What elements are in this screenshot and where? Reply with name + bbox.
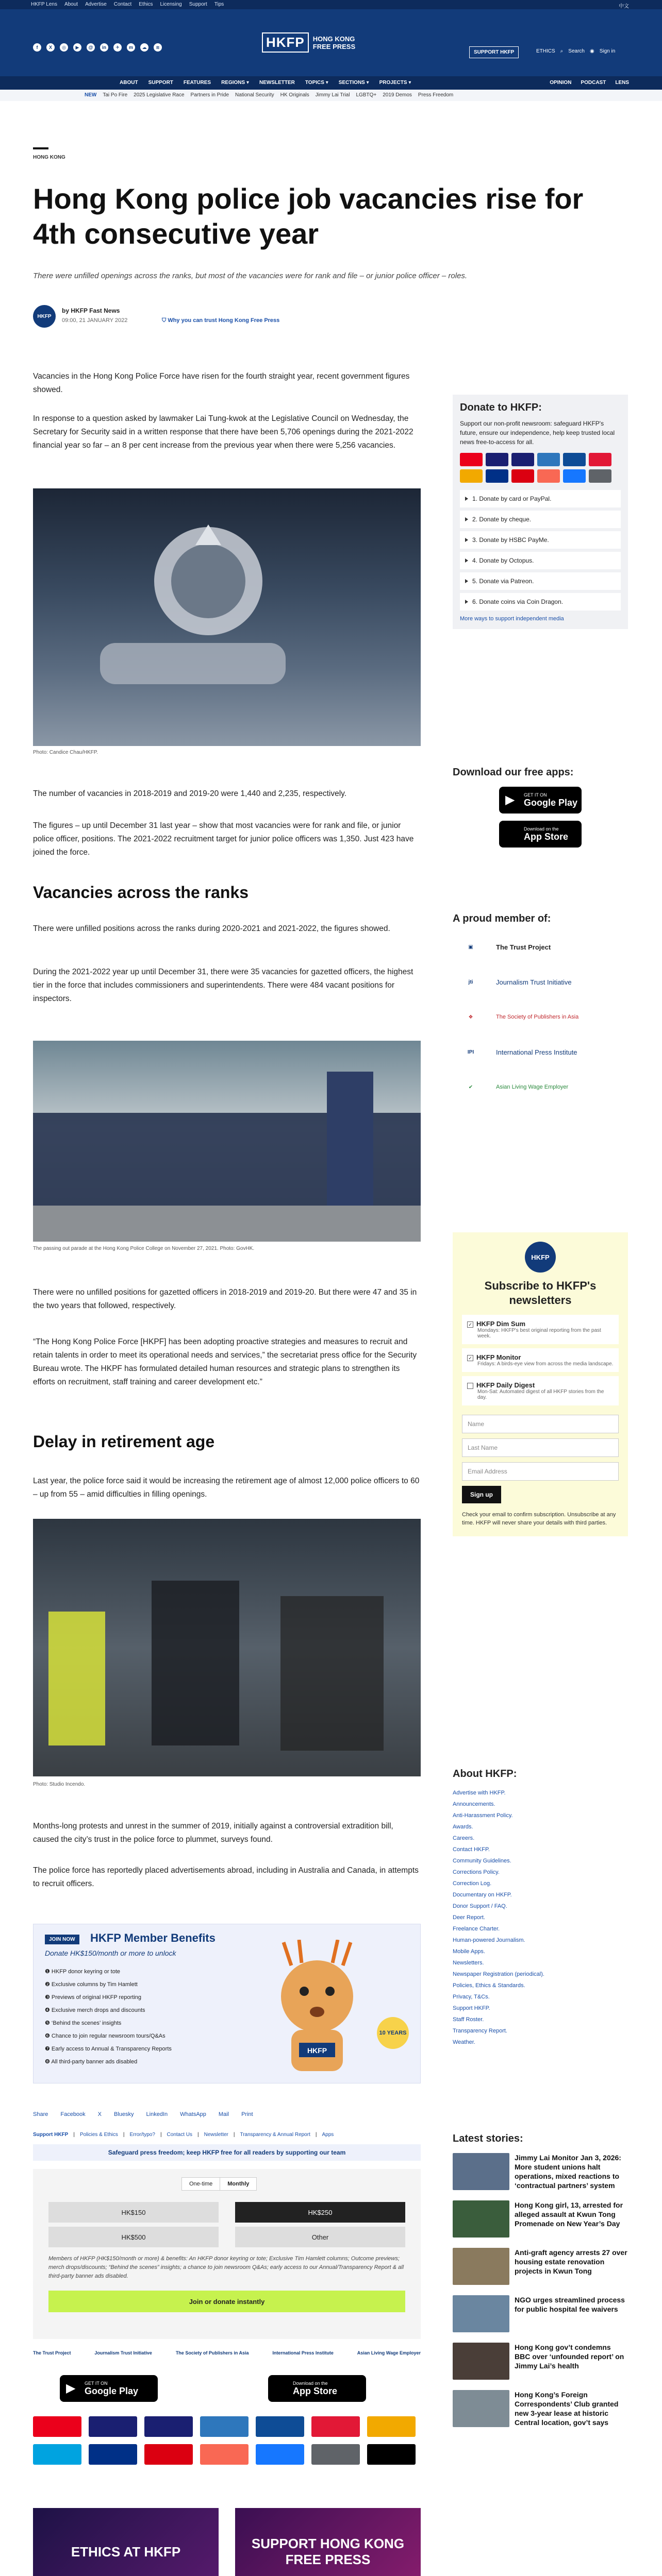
promo-item: ❽ All third-party banner ads disabled	[45, 2059, 138, 2065]
newsletter-logo: HKFP	[525, 1242, 556, 1273]
ipi-icon: IPI	[467, 1049, 474, 1055]
paragraph: Last year, the police force said it would be increasing the retirement age of almost 12,000 police officers to 60 – up from 55 – amid difficulties in filling openings.	[33, 1477, 420, 1499]
first-name-input[interactable]: Name	[462, 1415, 619, 1433]
article-title: Hong Kong police job vacancies rise for 4th consecutive year	[33, 182, 584, 250]
sign-up-button[interactable]: Sign up	[462, 1486, 501, 1503]
footer-link[interactable]: Error/typo?	[129, 2132, 155, 2138]
top-link[interactable]: Advertise	[85, 2, 107, 7]
trust-project-logo[interactable]: The Trust Project	[33, 2350, 71, 2355]
author-name[interactable]: by HKFP Fast News	[62, 307, 120, 314]
tab-monthly[interactable]: Monthly	[220, 2178, 256, 2190]
shield-icon: ⛉	[162, 317, 168, 324]
amount-250[interactable]: HK$250	[235, 2202, 405, 2223]
donate-title: Donate to HKFP:	[460, 402, 542, 413]
number-icon: ❷	[45, 1981, 52, 1988]
sign-in-link[interactable]: Sign in	[599, 48, 616, 54]
payme-icon	[511, 469, 534, 483]
about-link[interactable]: Privacy, T&Cs.	[453, 1994, 490, 2000]
promo-item: ❺ ‘Behind the scenes’ insights	[45, 2020, 122, 2026]
about-link[interactable]: Weather.	[453, 2039, 475, 2045]
ethics-link[interactable]: ETHICS	[536, 48, 555, 54]
payme-icon	[144, 2444, 193, 2465]
about-link[interactable]: Careers.	[453, 1835, 475, 1841]
mastercard-icon	[460, 453, 483, 466]
trending-link[interactable]: Jimmy Lai Trial	[315, 92, 350, 98]
search-icon[interactable]: ⌕	[560, 48, 564, 54]
latest-title: Latest stories:	[453, 2133, 523, 2144]
apple-pay-icon	[367, 2444, 416, 2465]
donate-option[interactable]: 3. Donate by HSBC PayMe.	[460, 531, 621, 549]
deer-mascot-image	[255, 1940, 389, 2079]
member-item[interactable]: ▣ The Trust Project	[453, 934, 628, 960]
nav-item[interactable]: SUPPORT	[148, 80, 173, 86]
number-icon: ❻	[45, 2033, 52, 2039]
patreon-icon	[200, 2444, 249, 2465]
trending-link[interactable]: Partners in Pride	[190, 92, 229, 98]
top-link[interactable]: HKFP Lens	[31, 2, 57, 7]
number-icon: ❺	[45, 2020, 52, 2026]
visa-icon	[486, 453, 508, 466]
jcb-icon	[256, 2416, 304, 2437]
paragraph: There were unfilled positions across the ranks during 2020-2021 and 2021-2022, the figures showed.	[33, 924, 390, 933]
nav-item[interactable]: PROJECTS ▾	[379, 80, 411, 86]
share-bluesky[interactable]: Bluesky	[114, 2111, 134, 2117]
nav-opinion[interactable]: OPINION	[550, 80, 572, 86]
visa-electron-icon	[144, 2416, 193, 2437]
donate-option[interactable]: 6. Donate coins via Coin Dragon.	[460, 593, 621, 611]
logo-box: HKFP	[262, 32, 309, 53]
patreon-icon	[537, 469, 560, 483]
donate-option[interactable]: 5. Donate via Patreon.	[460, 572, 621, 590]
mascot-logo-text: HKFP	[307, 2046, 327, 2055]
trending-link[interactable]: Press Freedom	[418, 92, 454, 98]
newsletter-option[interactable]: ✓ HKFP Monitor Fridays: A birds-eye view from across the media landscape.	[462, 1348, 619, 1372]
footer-link[interactable]: Support HKFP	[33, 2132, 69, 2138]
number-icon: ❶	[45, 1969, 52, 1975]
about-link[interactable]: Deer Report.	[453, 1914, 485, 1921]
footer-link[interactable]: Policies & Ethics	[79, 2132, 118, 2138]
top-link[interactable]: About	[64, 2, 78, 7]
member-item[interactable]: jti Journalism Trust Initiative	[453, 969, 628, 995]
promo-item: ❻ Chance to join regular newsroom tours/Q&As	[45, 2033, 166, 2039]
donate-text: Support our non-profit newsroom: safeguard HKFP's future, ensure our independence, help keep trusted local news free-to-access for all.	[460, 420, 615, 446]
unionpay-icon	[589, 453, 611, 466]
amex-icon	[200, 2416, 249, 2437]
member-item[interactable]: ❖ The Society of Publishers in Asia	[453, 1004, 628, 1030]
google-pay-icon	[311, 2444, 360, 2465]
latest-story[interactable]: Hong Kong girl, 13, arrested for alleged assault at Kwun Tong Promenade on New Year’s Day	[453, 2200, 628, 2238]
new-badge: NEW	[85, 92, 97, 98]
about-link[interactable]: Human-powered Journalism.	[453, 1937, 525, 1943]
facebook-icon[interactable]: f	[33, 43, 41, 52]
sidebar-google-play-button[interactable]: ▶ GET IT ON Google Play	[499, 787, 582, 814]
about-link[interactable]: Newspaper Registration (periodical).	[453, 1971, 544, 1977]
email-input[interactable]: Email Address	[462, 1462, 619, 1481]
author-avatar[interactable]: HKFP	[33, 305, 56, 328]
newsletter-option[interactable]: ✓ HKFP Dim Sum Mondays: HKFP's best original reporting from the past week.	[462, 1315, 619, 1344]
user-icon[interactable]: ◉	[589, 48, 594, 54]
about-link[interactable]: Support HKFP.	[453, 2005, 490, 2011]
story-thumbnail	[453, 2153, 509, 2190]
trust-link[interactable]: ⛉ Why you can trust Hong Kong Free Press	[162, 317, 280, 324]
about-link[interactable]: Community Guidelines.	[453, 1858, 511, 1864]
share-facebook[interactable]: Facebook	[60, 2111, 86, 2117]
police-badge-photo	[33, 488, 421, 746]
top-link[interactable]: Ethics	[139, 2, 153, 7]
paypal-icon	[486, 469, 508, 483]
top-link[interactable]: Support	[189, 2, 207, 7]
checkbox-icon	[467, 1383, 473, 1389]
number-icon: ❸	[45, 1994, 52, 2001]
paragraph: “The Hong Kong Police Force [HKPF] has been adopting proactive strategies and measures to recruit and retain talents in order to meet its operational needs and services,” the secretariat press office for the Security Bureau wrote. The HKPF has formulated detailed human resources and strategic plans to strengthen its efforts on recruitment, staff training and career development etc.”	[33, 1337, 417, 1386]
share-x[interactable]: X	[97, 2111, 102, 2117]
about-list	[453, 1787, 628, 2048]
sidebar-payments	[460, 453, 621, 483]
more-ways-link[interactable]: More ways to support independent media	[460, 616, 564, 622]
number-icon: ❽	[45, 2059, 52, 2065]
about-link[interactable]: Contact HKFP.	[453, 1846, 490, 1853]
about-link[interactable]: Documentary on HKFP.	[453, 1892, 512, 1898]
triangle-icon	[465, 558, 468, 563]
subscribe-note: Check your email to confirm subscription. Unsubscribe at any time. HKFP will never share your details with third parties.	[462, 1512, 616, 1526]
parade-image	[33, 1041, 421, 1242]
about-link[interactable]: Policies, Ethics & Standards.	[453, 1982, 525, 1989]
trust-project-icon: ▣	[468, 944, 473, 950]
newsletter-panel	[453, 1232, 628, 1536]
checkbox-icon: ✓	[467, 1321, 473, 1328]
paypal-icon	[89, 2444, 137, 2465]
triangle-icon	[465, 517, 468, 521]
promo-item: ❶ HKFP donor keyring or tote	[45, 1969, 121, 1975]
about-title: About HKFP:	[453, 1768, 517, 1780]
trending-link[interactable]: National Security	[235, 92, 274, 98]
paragraph: The number of vacancies in 2018-2019 and 2019-20 were 1,440 and 2,235, respectively.	[33, 789, 347, 798]
latest-story[interactable]: Jimmy Lai Monitor Jan 3, 2026: More student unions halt operations, mixed reactions to ‘contractual partners’ system	[453, 2153, 628, 2190]
about-link[interactable]: Corrections Policy.	[453, 1869, 500, 1875]
instagram-icon[interactable]: ◎	[60, 43, 68, 52]
publish-date: 09:00, 21 JANUARY 2022	[62, 317, 128, 324]
promo-donate: Donate HK$150/month or more to unlock	[45, 1949, 176, 1957]
sidebar-app-store-button[interactable]: Download on the App Store	[499, 821, 582, 848]
paragraph: During the 2021-2022 year up until December 31, there were 35 vacancies for gazetted officers, the highest tier in the force that includes commissioners and superintendents. There were 484 vacant positions for inspectors.	[33, 968, 413, 1003]
support-banner[interactable]: SUPPORT HONG KONG FREE PRESS	[235, 2508, 421, 2576]
parade-photo	[33, 1041, 421, 1242]
living-wage-logo[interactable]: Asian Living Wage Employer	[357, 2350, 421, 2355]
trending-link[interactable]: HK Originals	[280, 92, 309, 98]
checkbox-icon: ✓	[467, 1355, 473, 1361]
latest-panel	[453, 2133, 628, 2437]
x-icon[interactable]: X	[46, 43, 55, 52]
share-print[interactable]: Print	[241, 2111, 253, 2117]
member-panel	[453, 913, 628, 1109]
footer-link[interactable]: Newsletter	[204, 2132, 228, 2138]
app-store-button[interactable]: Download on the App Store	[268, 2375, 366, 2402]
paragraph: There were no unfilled positions for gazetted officers in 2018-2019 and 2019-20. But there were 47 and 35 in the two years that followed, respectively.	[33, 1288, 417, 1310]
about-link[interactable]: Announcements.	[453, 1801, 495, 1807]
promo-item: ❸ Previews of original HKFP reporting	[45, 1994, 141, 2001]
number-icon: ❼	[45, 2046, 52, 2052]
donate-option[interactable]: 2. Donate by cheque.	[460, 511, 621, 528]
donate-box	[33, 2169, 421, 2339]
donate-option[interactable]: 1. Donate by card or PayPal.	[460, 490, 621, 507]
google-play-button[interactable]: ▶ GET IT ON Google Play	[60, 2375, 158, 2402]
search-link[interactable]: Search	[568, 48, 585, 54]
ipi-logo[interactable]: International Press Institute	[272, 2350, 334, 2355]
join-donate-button[interactable]: Join or donate instantly	[48, 2291, 405, 2312]
donate-note: Members of HKFP (HK$150/month or more) & benefits: An HKFP donor keyring or tote; Exclusive Tim Hamlett columns; Outcome previews; merch drops/discounts; “Behind the scenes” insights; a chance to join newsroom Q&As; early access to our Annual/Transparency Report & all third-party banner ads disabled.	[48, 2256, 404, 2279]
amount-500[interactable]: HK$500	[48, 2227, 219, 2247]
last-name-input[interactable]: Last Name	[462, 1438, 619, 1457]
member-item[interactable]: IPI International Press Institute	[453, 1039, 628, 1065]
payment-methods	[33, 2416, 421, 2465]
amount-other[interactable]: Other	[235, 2227, 405, 2247]
photo-caption: Photo: Studio Incendo.	[33, 1782, 86, 1787]
share-label: Share	[33, 2111, 48, 2117]
number-icon: ❹	[45, 2007, 52, 2013]
safeguard-banner[interactable]: Safeguard press freedom; keep HKFP free for all readers by supporting our team	[33, 2144, 421, 2161]
mastercard-icon	[33, 2416, 81, 2437]
member-title: A proud member of:	[453, 913, 551, 924]
trending-link[interactable]: 2019 Demos	[383, 92, 412, 98]
about-link[interactable]: Advertise with HKFP.	[453, 1790, 506, 1796]
amount-150[interactable]: HK$150	[48, 2202, 219, 2223]
share-linkedin[interactable]: LinkedIn	[146, 2111, 168, 2117]
promo-item: ❹ Exclusive merch drops and discounts	[45, 2007, 145, 2013]
member-logo-row	[33, 2350, 421, 2355]
about-panel	[453, 1768, 628, 2048]
google-pay-icon	[589, 469, 611, 483]
top-link[interactable]: Tips	[214, 2, 224, 7]
share-bar	[33, 2111, 253, 2117]
about-link[interactable]: Correction Log.	[453, 1880, 492, 1887]
telegram-icon[interactable]: ✈	[113, 43, 122, 52]
ten-years-badge: 10 YEARS	[377, 2017, 409, 2049]
ethics-banner[interactable]: ETHICS AT HKFP	[33, 2508, 219, 2576]
paragraph: Months-long protests and unrest in the summer of 2019, initially against a controversial extradition bill, caused the city’s trust in the police force to plummet, surveys found.	[33, 1822, 393, 1844]
join-now-badge: JOIN NOW	[45, 1935, 79, 1944]
about-link[interactable]: Freelance Charter.	[453, 1926, 500, 1932]
footer-links: Support HKFP | Policies & Ethics | Error/typo? | Contact Us | Newsletter | Transparency & Annual Report | Apps	[33, 2132, 334, 2138]
rss-icon[interactable]: ≋	[154, 43, 162, 52]
main-nav	[0, 76, 662, 90]
apple-icon	[274, 2381, 288, 2396]
share-mail[interactable]: Mail	[218, 2111, 229, 2117]
donate-panel	[453, 395, 628, 629]
nav-lens[interactable]: LENS	[615, 80, 629, 86]
trending-bar	[0, 90, 662, 101]
paragraph: In response to a question asked by lawmaker Lai Tung-kwok at the Legislative Council on Wednesday, the Secretary for Security said in a written response that there have been 5,706 openings during the 2021-2022 financial year so far – an 8 per cent increase from the previous year when there were 5,256 vacancies.	[33, 414, 413, 450]
alipay-icon	[256, 2444, 304, 2465]
google-play-icon: ▶	[66, 2381, 76, 2395]
frequency-tabs	[181, 2177, 257, 2191]
footer-link[interactable]: Contact Us	[167, 2132, 193, 2138]
language-switch[interactable]: 中文	[619, 4, 629, 9]
threads-icon[interactable]: @	[87, 43, 95, 52]
category-rule	[33, 147, 48, 149]
linkedin-icon[interactable]: in	[100, 43, 108, 52]
paragraph: Vacancies in the Hong Kong Police Force have risen for the fourth straight year, recent government figures showed.	[33, 372, 410, 394]
visa-electron-icon	[511, 453, 534, 466]
nav-podcast[interactable]: PODCAST	[581, 80, 606, 86]
octopus-icon	[460, 469, 483, 483]
promo-item: ❷ Exclusive columns by Tim Hamlett	[45, 1981, 138, 1988]
newsletter-title: Subscribe to HKFP's newsletters	[484, 1279, 597, 1307]
jti-logo[interactable]: Journalism Trust Initiative	[94, 2350, 152, 2355]
member-benefits-banner[interactable]	[33, 1924, 421, 2083]
apps-title: Download our free apps:	[453, 767, 574, 778]
about-link[interactable]: Awards.	[453, 1824, 473, 1830]
latest-story[interactable]: Anti-graft agency arrests 27 over housing estate renovation projects in Kwun Tong	[453, 2248, 628, 2285]
about-link[interactable]: Transparency Report.	[453, 2028, 507, 2034]
sopa-icon: ❖	[468, 1014, 473, 1020]
top-link[interactable]: Contact	[113, 2, 132, 7]
nav-item[interactable]: NEWSLETTER	[259, 80, 295, 86]
triangle-icon	[465, 579, 468, 583]
bluesky-icon[interactable]: ☁	[140, 43, 148, 52]
police-emblem-image	[33, 488, 421, 746]
newsletter-option[interactable]: HKFP Daily Digest Mon-Sat: Automated digest of all HKFP stories from the day.	[462, 1376, 619, 1405]
donate-option[interactable]: 4. Donate by Octopus.	[460, 552, 621, 569]
nav-item[interactable]: FEATURES	[183, 80, 211, 86]
tab-one-time[interactable]: One-time	[182, 2178, 220, 2190]
living-wage-icon: ✔	[468, 1084, 473, 1090]
trending-link[interactable]: Tai Po Fire	[103, 92, 128, 98]
section-heading: Vacancies across the ranks	[33, 883, 249, 902]
story-thumbnail	[453, 2248, 509, 2285]
apps-panel	[453, 767, 628, 848]
share-whatsapp[interactable]: WhatsApp	[180, 2111, 206, 2117]
story-thumbnail	[453, 2390, 509, 2427]
support-hkfp-button[interactable]: SUPPORT HKFP	[469, 46, 519, 58]
trending-link[interactable]: 2025 Legislative Race	[134, 92, 185, 98]
promo-item: ❼ Early access to Annual & Transparency Reports	[45, 2046, 172, 2052]
triangle-icon	[465, 600, 468, 604]
section-heading: Delay in retirement age	[33, 1432, 215, 1451]
about-link[interactable]: Staff Roster.	[453, 2016, 484, 2023]
about-link[interactable]: Donor Support / FAQ.	[453, 1903, 507, 1909]
article-subtitle: There were unfilled openings across the ranks, but most of the vacancies were for rank and file – or junior police officer – roles.	[33, 272, 468, 280]
nav-item[interactable]: REGIONS ▾	[221, 80, 249, 86]
about-link[interactable]: Anti-Harassment Policy.	[453, 1812, 513, 1819]
nav-item[interactable]: SECTIONS ▾	[338, 80, 369, 86]
top-link[interactable]: Licensing	[160, 2, 182, 7]
latest-story[interactable]: Hong Kong’s Foreign Correspondents’ Club granted new 3-year lease at historic Central location, gov’t says	[453, 2390, 628, 2427]
trending-link[interactable]: LGBTQ+	[356, 92, 377, 98]
amex-icon	[537, 453, 560, 466]
social-icons	[33, 43, 162, 52]
protest-image	[33, 1519, 421, 1776]
latest-story[interactable]: Hong Kong gov’t condemns BBC over ‘unfounded report’ on Jimmy Lai’s health	[453, 2343, 628, 2380]
triangle-icon	[465, 497, 468, 501]
promo-title: HKFP Member Benefits	[90, 1931, 216, 1944]
about-link[interactable]: Newsletters.	[453, 1960, 484, 1966]
nav-item[interactable]: ABOUT	[120, 80, 138, 86]
about-link[interactable]: Mobile Apps.	[453, 1948, 485, 1955]
story-thumbnail	[453, 2200, 509, 2238]
site-logo[interactable]	[262, 32, 355, 53]
photo-caption: Photo: Candice Chau/HKFP.	[33, 750, 98, 755]
alipay-icon	[563, 469, 586, 483]
google-play-icon: ▶	[505, 793, 515, 807]
jcb-icon	[563, 453, 586, 466]
jti-icon: jti	[468, 979, 473, 985]
top-bar	[0, 0, 662, 9]
site-header	[0, 9, 662, 76]
nav-item[interactable]: TOPICS ▾	[305, 80, 328, 86]
octopus-icon	[367, 2416, 416, 2437]
story-thumbnail	[453, 2295, 509, 2332]
apple-icon	[505, 827, 519, 841]
mastodon-icon[interactable]: m	[127, 43, 135, 52]
paragraph: The figures – up until December 31 last year – show that most vacancies were for rank and file, or junior police officer, positions. The 2021-2022 recruitment target for junior police officers was 1,350. Just 423 have joined the force.	[33, 821, 414, 857]
unionpay-icon	[311, 2416, 360, 2437]
member-item[interactable]: ✔ Asian Living Wage Employer	[453, 1074, 628, 1100]
promo-list	[45, 1965, 172, 2069]
logo-text: HONG KONG FREE PRESS	[312, 35, 356, 50]
maestro-icon	[33, 2444, 81, 2465]
sopa-logo[interactable]: The Society of Publishers in Asia	[175, 2350, 249, 2355]
paragraph: The police force has reportedly placed advertisements abroad, including in Australia and Canada, in attempts to recruit officers.	[33, 1866, 419, 1888]
protest-photo	[33, 1519, 421, 1776]
article-category[interactable]: HONG KONG	[33, 155, 65, 160]
latest-story[interactable]: NGO urges streamlined process for public hospital fee waivers	[453, 2295, 628, 2332]
footer-link[interactable]: Transparency & Annual Report	[240, 2132, 310, 2138]
story-thumbnail	[453, 2343, 509, 2380]
photo-caption: The passing out parade at the Hong Kong Police College on November 27, 2021. Photo: GovHK.	[33, 1246, 255, 1251]
triangle-icon	[465, 538, 468, 542]
visa-icon	[89, 2416, 137, 2437]
youtube-icon[interactable]: ▶	[73, 43, 81, 52]
footer-link[interactable]: Apps	[322, 2132, 334, 2138]
